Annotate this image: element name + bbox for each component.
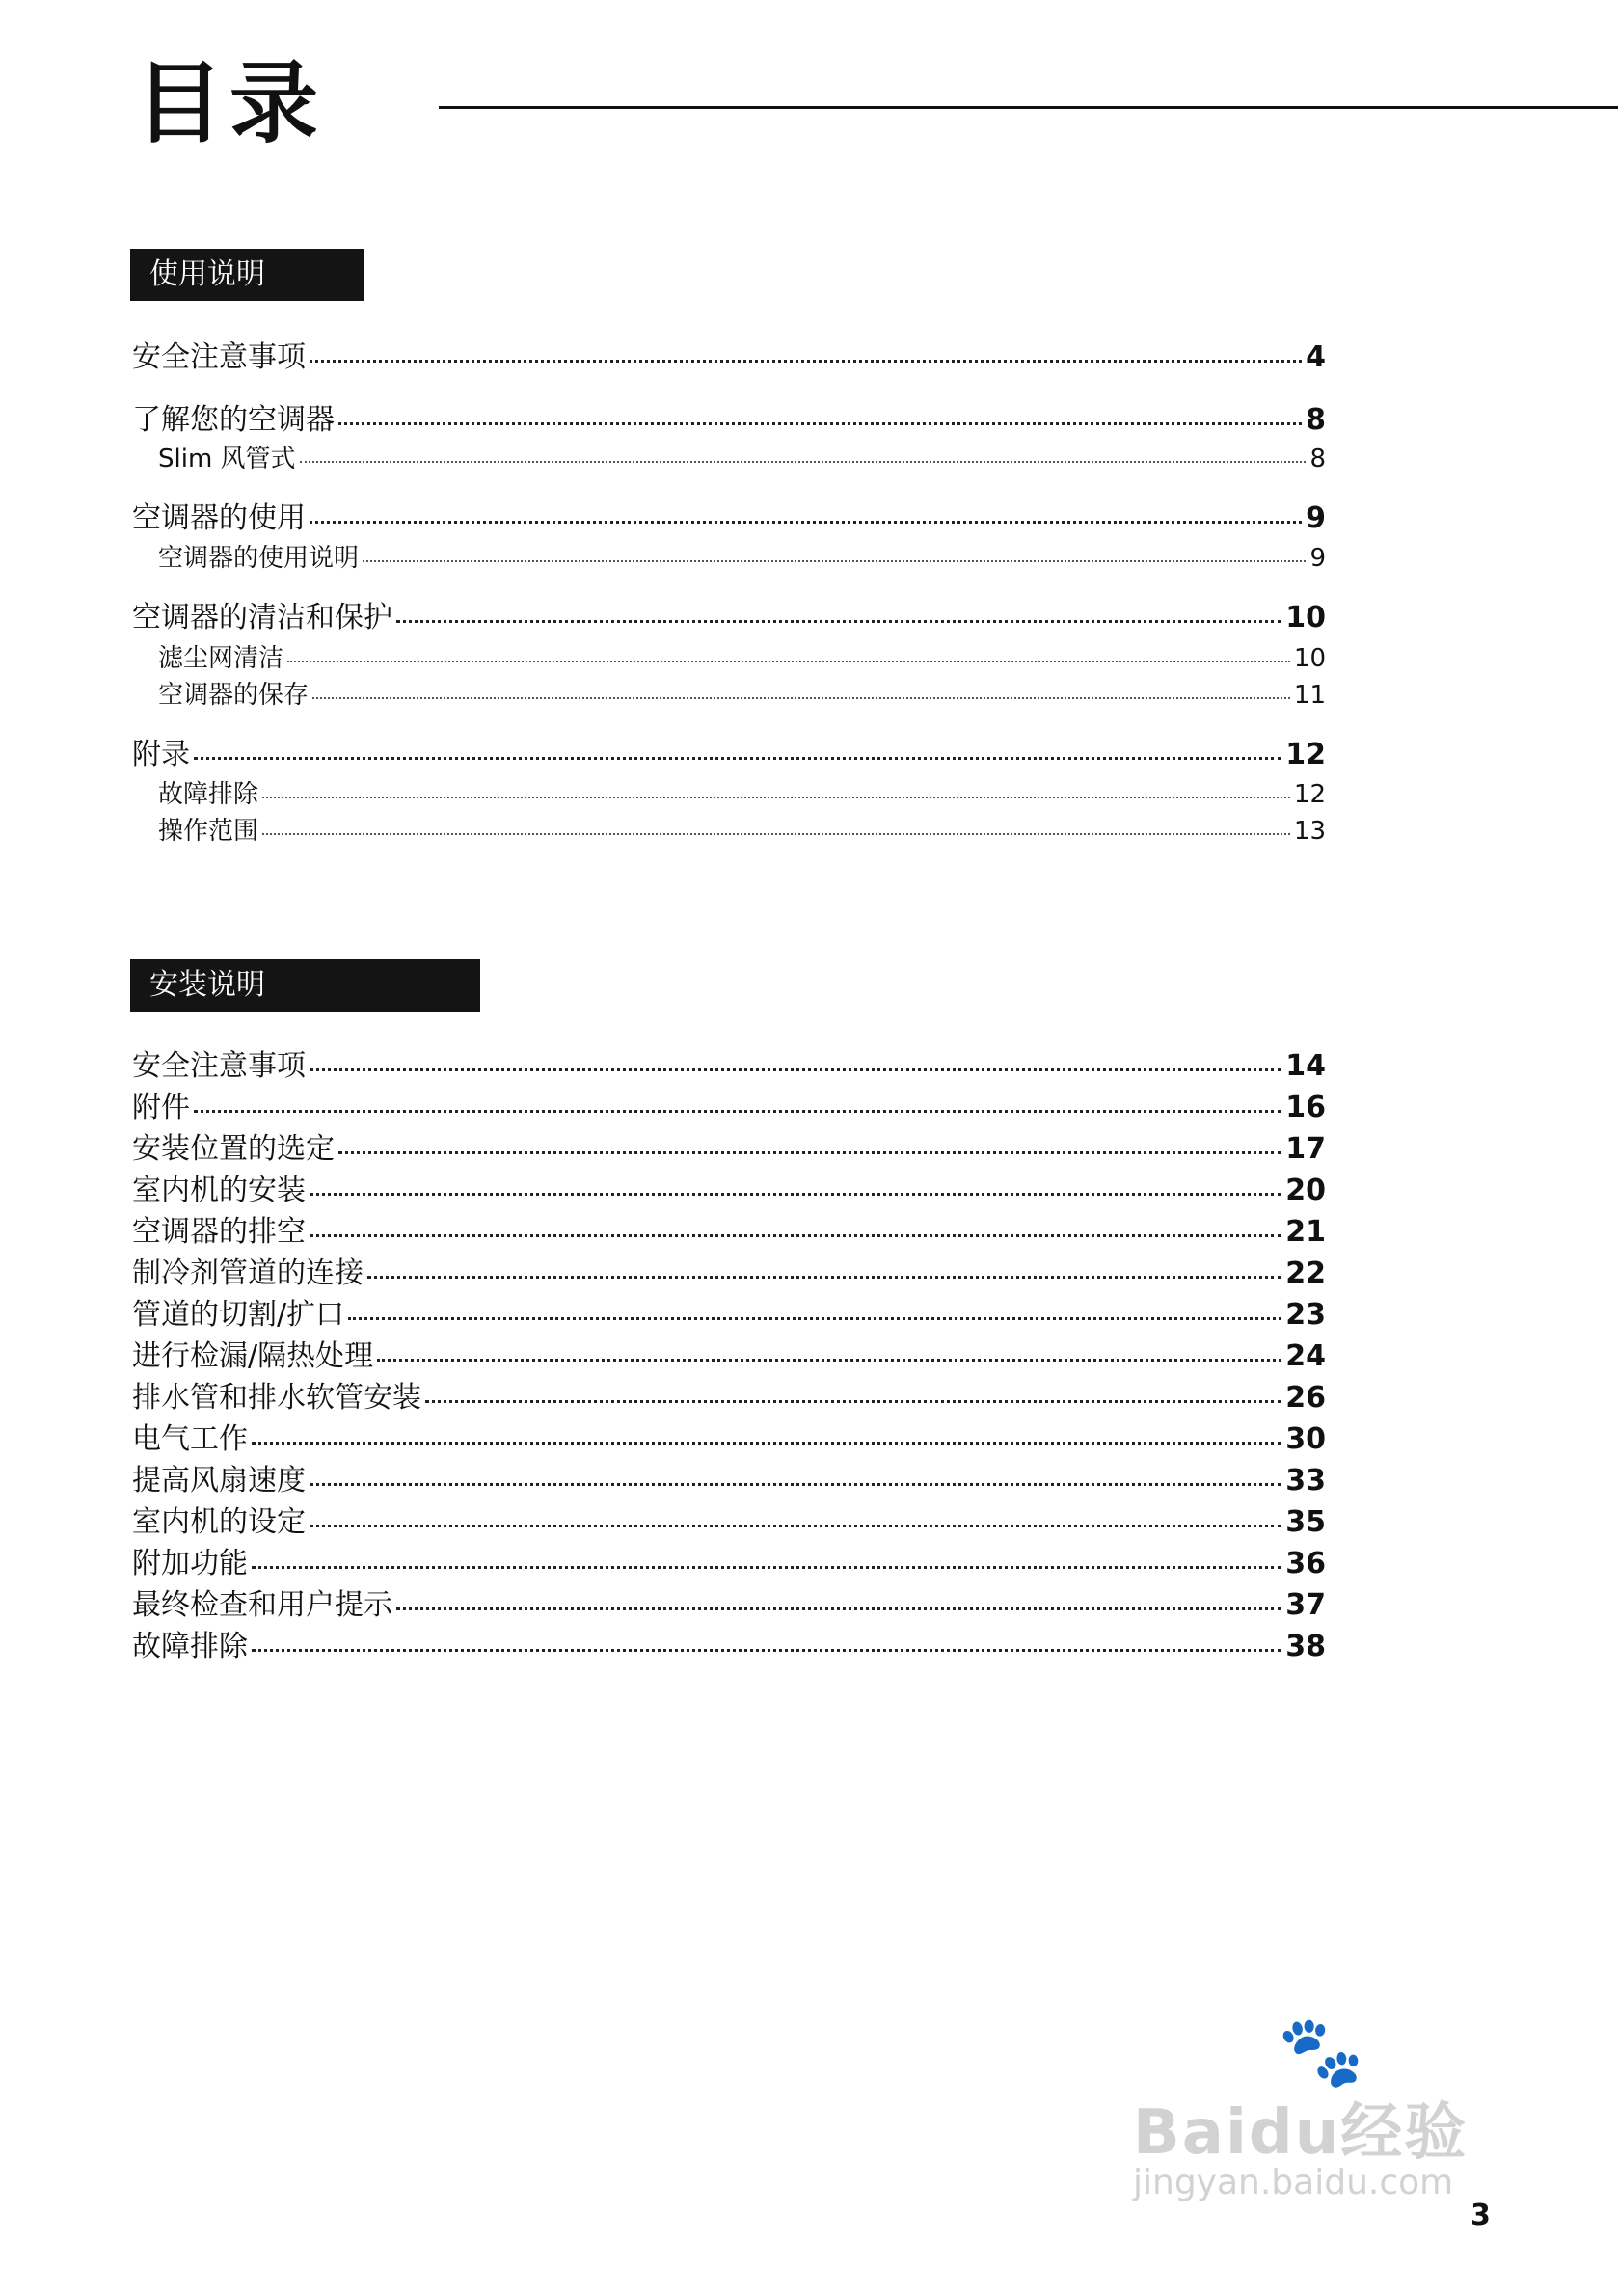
toc-entry-label: 了解您的空调器 [132,403,335,437]
toc-entry[interactable] [132,1290,1326,1332]
dot-leader [310,1525,1281,1527]
watermark-url: jingyan.baidu.com [1133,2163,1454,2202]
toc-entry[interactable] [132,1124,1326,1166]
page-number: 3 [1470,2199,1491,2232]
title-rule [439,106,1618,109]
toc-entry-label: 操作范围 [158,817,259,846]
toc-entry-label: 进行检漏/隔热处理 [132,1339,374,1373]
toc-subentry[interactable] [132,675,1326,710]
toc-entry-page: 20 [1285,1174,1326,1207]
section-header-installation: 安装说明 [130,959,480,1012]
toc-entry-page: 12 [1293,780,1326,809]
toc-entry-label: 安全注意事项 [132,340,306,374]
toc-entry-page: 11 [1293,681,1326,710]
dot-leader [262,797,1290,798]
toc-entry[interactable] [132,1539,1326,1578]
toc-entry[interactable] [132,1207,1326,1249]
toc-entry-label: 附件 [132,1091,190,1124]
toc-entry[interactable] [132,1249,1326,1290]
toc-entry-label: 空调器的使用说明 [158,544,360,573]
dot-leader [310,360,1302,363]
toc-entry[interactable] [132,1456,1326,1498]
dot-leader [310,1483,1281,1486]
dot-leader [348,1317,1281,1320]
toc-entry-label: 提高风扇速度 [132,1464,306,1498]
toc-entry-page: 4 [1306,340,1326,374]
toc-entry-label: 室内机的安装 [132,1174,306,1207]
toc-entry[interactable] [132,1373,1326,1415]
toc-entry[interactable] [132,1041,1326,1083]
dot-leader [310,521,1302,524]
toc-entry[interactable] [132,593,1326,635]
toc-entry-label: 滤尘网清洁 [158,644,284,673]
section-header-usage: 使用说明 [130,249,364,301]
page-title: 目录 [135,52,325,155]
dot-leader [310,1193,1281,1196]
dot-leader [300,461,1307,463]
dot-leader [194,757,1281,760]
toc-entry-page: 24 [1285,1339,1326,1373]
toc-entry-page: 22 [1285,1256,1326,1290]
toc-entry-label: 最终检查和用户提示 [132,1588,392,1622]
toc-entry-page: 36 [1285,1547,1326,1580]
toc-entry-page: 10 [1293,644,1326,673]
toc-entry-page: 37 [1285,1588,1326,1622]
toc-entry[interactable] [132,1622,1326,1661]
toc-entry-page: 21 [1285,1215,1326,1249]
toc-entry[interactable] [132,1083,1326,1124]
toc-entry-page: 26 [1285,1381,1326,1415]
toc-entry[interactable] [132,1332,1326,1373]
toc-entry-page: 12 [1285,738,1326,771]
toc-entry-page: 33 [1285,1464,1326,1498]
toc-entry-page: 17 [1285,1132,1326,1166]
toc-entry[interactable] [132,1166,1326,1207]
dot-leader [425,1400,1281,1403]
toc-entry-page: 35 [1285,1505,1326,1539]
dot-leader [252,1566,1281,1569]
toc-entry-label: 电气工作 [132,1422,248,1456]
toc-entry[interactable] [132,333,1326,374]
toc-subentry[interactable] [132,638,1326,673]
toc-entry-page: 13 [1293,817,1326,846]
dot-leader [252,1442,1281,1445]
toc-entry-page: 9 [1306,501,1326,535]
toc-entry-page: 8 [1309,445,1326,473]
dot-leader [396,1607,1281,1610]
toc-entry-label: 附加功能 [132,1547,248,1580]
toc-entry-page: 9 [1309,544,1326,573]
toc-entry[interactable] [132,730,1326,769]
toc-subentry[interactable] [132,538,1326,573]
toc-entry-label: 室内机的设定 [132,1505,306,1539]
toc-entry-label: 空调器的使用 [132,501,306,535]
dot-leader [396,620,1281,623]
toc-entry[interactable] [132,395,1326,437]
toc-entry[interactable] [132,1415,1326,1456]
toc-entry[interactable] [132,494,1326,535]
dot-leader [312,697,1290,699]
dot-leader [377,1359,1281,1362]
toc-entry-label: 空调器的保存 [158,681,310,710]
toc-entry-label: 空调器的清洁和保护 [132,601,392,635]
toc-entry[interactable] [132,1580,1326,1622]
toc-entry-label: 故障排除 [132,1630,248,1663]
toc-entry-page: 16 [1285,1091,1326,1124]
dot-leader [338,422,1302,425]
toc-entry-label: 空调器的排空 [132,1215,306,1249]
dot-leader [363,560,1306,562]
dot-leader [338,1151,1281,1154]
dot-leader [262,833,1290,835]
toc-subentry[interactable] [132,439,1326,473]
dot-leader [310,1234,1281,1237]
toc-entry-page: 8 [1306,403,1326,437]
toc-entry-page: 10 [1285,601,1326,635]
toc-subentry[interactable] [132,774,1326,809]
dot-leader [367,1276,1281,1279]
toc-entry-label: 管道的切割/扩口 [132,1298,345,1332]
toc-entry-label: 安装位置的选定 [132,1132,335,1166]
toc-entry[interactable] [132,1498,1326,1539]
toc-subentry[interactable] [132,811,1326,846]
paw-icon: 🐾 [1278,2011,1364,2092]
toc-entry-label: 制冷剂管道的连接 [132,1256,364,1290]
dot-leader [310,1068,1281,1071]
dot-leader [252,1649,1281,1652]
toc-entry-page: 23 [1285,1298,1326,1332]
toc-entry-label: 排水管和排水软管安装 [132,1381,421,1415]
toc-entry-label: 附录 [132,738,190,771]
dot-leader [194,1110,1281,1113]
toc-entry-page: 30 [1285,1422,1326,1456]
dot-leader [287,661,1290,662]
toc-entry-label: 故障排除 [158,780,259,809]
toc-entry-page: 14 [1285,1049,1326,1083]
toc-entry-page: 38 [1285,1630,1326,1663]
toc-entry-label: Slim 风管式 [158,445,296,473]
watermark-brand: Baidu经验 [1133,2097,1469,2169]
toc-entry-label: 安全注意事项 [132,1049,306,1083]
